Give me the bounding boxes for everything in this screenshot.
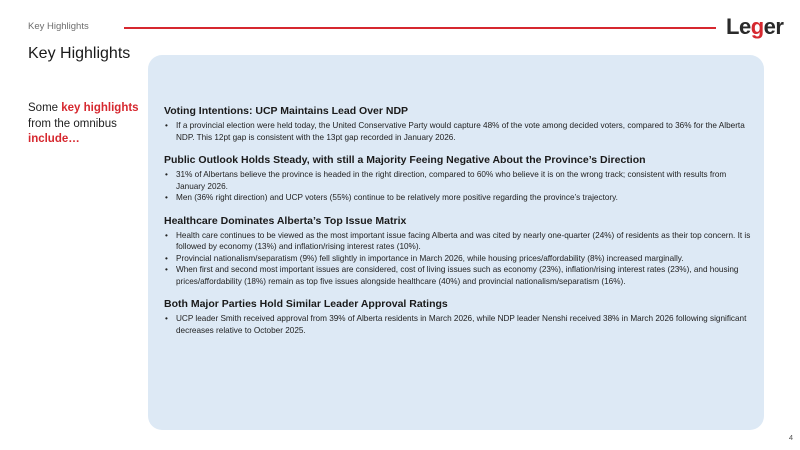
logo-text-start: Le <box>726 14 751 39</box>
bullet-item: • 31% of Albertans believe the province is headed in the right direction, compared to 60% who believe it is on the wrong track; consistent with results from January 2026. <box>164 169 754 192</box>
highlights-content <box>164 104 754 346</box>
leger-logo <box>726 14 783 40</box>
section-leader-approval <box>164 297 754 336</box>
bullet-list <box>164 230 754 288</box>
bullet-item: • When first and second most important issues are considered, cost of living issues such as economy (23%), inflation/rising interest rates (23%), and housing prices/affordability (18%) remain as top five issues alongside healthcare (40%) and provincial nationalism/separatism (16%). <box>164 264 754 287</box>
logo-text-accent: g <box>750 14 764 39</box>
header-divider <box>124 27 716 29</box>
bullet-list <box>164 120 754 143</box>
section-heading: Healthcare Dominates Alberta’s Top Issue Matrix <box>164 214 407 227</box>
section-heading: Voting Intentions: UCP Maintains Lead Over NDP <box>164 105 409 117</box>
bullet-list <box>164 313 754 336</box>
page-number: 4 <box>788 433 793 442</box>
bullet-item: • Men (36% right direction) and UCP voters (55%) continue to be relatively more positive regarding the province’s trajectory. <box>164 192 754 204</box>
intro-highlight-key: key highlights <box>61 102 139 114</box>
page-title: Key Highlights <box>28 45 131 62</box>
header-label: Key Highlights <box>28 21 89 32</box>
section-public-outlook <box>164 153 754 204</box>
section-heading: Both Major Parties Hold Similar Leader Approval Ratings <box>164 298 448 310</box>
bullet-item: • Health care continues to be viewed as the most important issue facing Alberta and was cited by nearly one-quarter (24%) of residents as their top concern. It is followed by economy (13%) and inflation/rising interest rates (10%). <box>164 230 754 253</box>
bullet-item: • If a provincial election were held today, the United Conservative Party would capture 48% of the vote among decided voters, compared to 36% for the Alberta NDP. This 12pt gap is consistent with the 13pt gap recorded in January 2026. <box>164 120 754 143</box>
intro-highlight-include: include… <box>28 133 80 145</box>
intro-middle: from the omnibus <box>28 117 117 130</box>
section-heading: Public Outlook Holds Steady, with still a Majority Feeing Negative About the Province’s Direction <box>164 154 646 166</box>
bullet-item: • UCP leader Smith received approval from 39% of Alberta residents in March 2026, while NDP leader Nenshi received 38% in March 2026 following significant decreases relative to October 2025. <box>164 313 754 336</box>
intro-prefix: Some <box>28 102 62 114</box>
logo-text-end: er <box>763 14 784 39</box>
bullet-list <box>164 169 754 204</box>
section-healthcare <box>164 214 754 288</box>
section-voting-intentions <box>164 104 754 143</box>
bullet-item: • Provincial nationalism/separatism (9%) fell slightly in importance in March 2026, while housing prices/affordability (8%) increased marginally. <box>164 253 754 265</box>
intro-text <box>28 101 146 148</box>
